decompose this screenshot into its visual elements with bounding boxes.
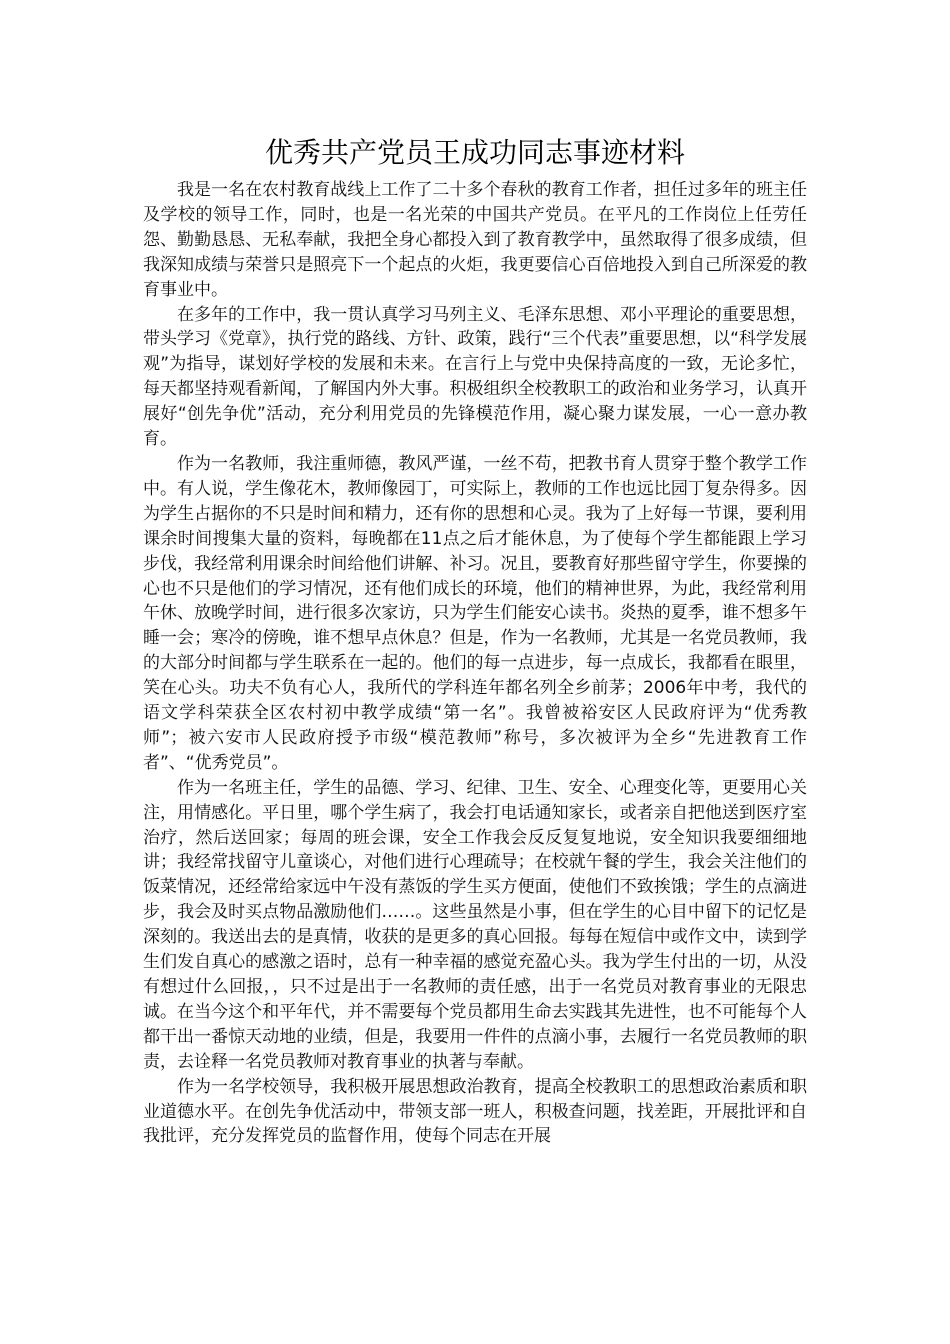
paragraph-5: 作为一名学校领导，我积极开展思想政治教育，提高全校教职工的思想政治素质和职业道德水平。在创先争优活动中，带领支部一班人，积极查问题，找差距，开展批评和自我批评，充分发挥党员的监督作用，使每个同志在开展 xyxy=(143,1076,807,1147)
document-body xyxy=(143,178,807,1149)
paragraph-2: 在多年的工作中，我一贯认真学习马列主义、毛泽东思想、邓小平理论的重要思想，带头学习《党章》，执行党的路线、方针、政策，践行“三个代表”重要思想，以“科学发展观”为指导，谋划好学校的发展和未来。在言行上与党中央保持高度的一致，无论多忙，每天都坚持观看新闻，了解国内外大事。积极组织全校教职工的政治和业务学习，认真开展好“创先争优”活动，充分利用党员的先锋模范作用，凝心聚力谋发展，一心一意办教育。 xyxy=(143,304,807,450)
document-title: 优秀共产党员王成功同志事迹材料 xyxy=(264,136,685,169)
paragraph-1: 我是一名在农村教育战线上工作了二十多个春秋的教育工作者，担任过多年的班主任及学校的领导工作，同时，也是一名光荣的中国共产党员。在平凡的工作岗位上任劳任怨、勤勤恳恳、无私奉献，我把全身心都投入到了教育教学中，虽然取得了很多成绩，但我深知成绩与荣誉只是照亮下一个起点的火炬，我更要信心百倍地投入到自己所深爱的教育事业中。 xyxy=(143,180,807,300)
paragraph-4: 作为一名班主任，学生的品德、学习、纪律、卫生、安全、心理变化等，更要用心关注，用情感化。平日里，哪个学生病了，我会打电话通知家长，或者亲自把他送到医疗室治疗，然后送回家；每周的班会课，安全工作我会反反复复地说，安全知识我要细细地讲；我经常找留守儿童谈心，对他们进行心理疏导；在校就午餐的学生，我会关注他们的饭菜情况，还经常给家远中午没有蒸饭的学生买方便面，使他们不致挨饿；学生的点滴进步，我会及时买点物品激励他们……。这些虽然是小事，但在学生的心目中留下的记忆是深刻的。我送出去的是真情，收获的是更多的真心回报。每每在短信中或作文中，读到学生们发自真心的感激之语时，总有一种幸福的感觉充盈心头。我为学生付出的一切，从没有想过什么回报，，只不过是出于一名教师的责任感，出于一名党员对教育事业的无限忠诚。在当今这个和平年代，并不需要每个党员都用生命去实践其先进性，也不可能每个人都干出一番惊天动地的业绩，但是，我要用一件件的点滴小事，去履行一名党员教师的职责，去诠释一名党员教师对教育事业的执著与奉献。 xyxy=(143,777,807,1072)
paragraph-3: 作为一名教师，我注重师德，教风严谨，一丝不苟，把教书育人贯穿于整个教学工作中。有人说，学生像花木，教师像园丁，可实际上，教师的工作也远比园丁复杂得多。因为学生占据你的不只是时间和精力，还有你的思想和心灵。我为了上好每一节课，要利用课余时间搜集大量的资料，每晚都在11点之后才能休息，为了使每个学生都能跟上学习步伐，我经常利用课余时间给他们讲解、补习。况且，要教育好那些留守学生，你要操的心也不只是他们的学习情况，还有他们成长的环境，他们的精神世界，为此，我经常利用午休、放晚学时间，进行很多次家访，只为学生们能安心读书。炎热的夏季，谁不想多午睡一会；寒冷的傍晚，谁不想早点休息？但是，作为一名教师，尤其是一名党员教师，我的大部分时间都与学生联系在一起的。他们的每一点进步，每一点成长，我都看在眼里，笑在心头。功夫不负有心人，我所代的学科连年都名列全乡前茅；2006年中考，我代的语文学科荣获全区农村初中教学成绩“第一名”。我曾被裕安区人民政府评为“优秀教师”；被六安市人民政府授予市级“模范教师”称号，多次被评为全乡“先进教育工作者”、“优秀党员”。 xyxy=(143,453,807,773)
